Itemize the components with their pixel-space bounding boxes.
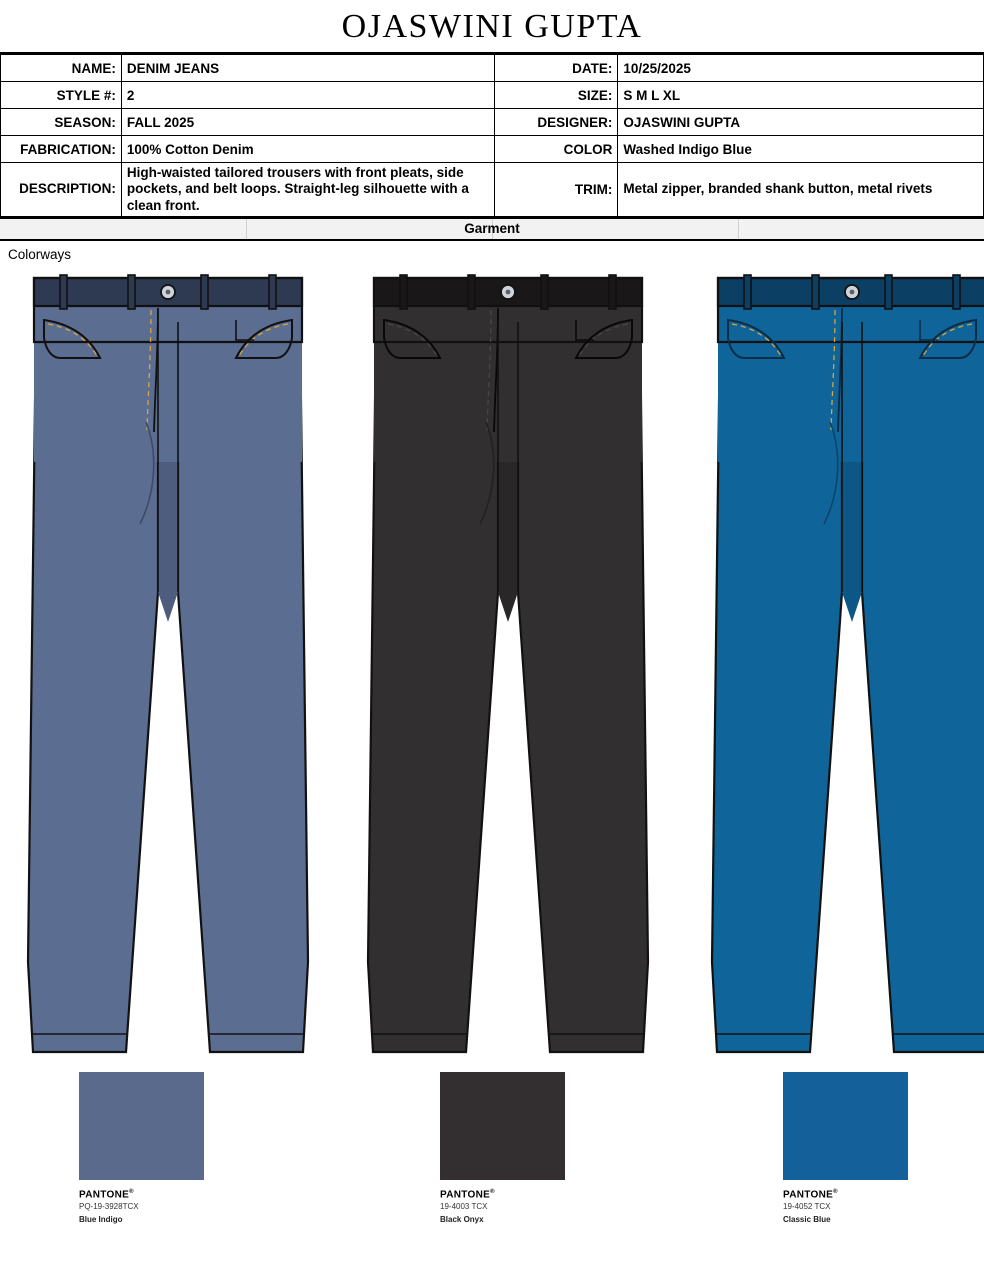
flats-container xyxy=(0,262,984,1072)
spec-value-description: High-waisted tailored trousers with front pleats, side pockets, and belt loops. Straight-leg silhouette with a clean front. xyxy=(121,163,494,217)
page-title: OJASWINI GUPTA xyxy=(341,8,643,45)
pantone-chips xyxy=(0,1072,984,1242)
spec-label-date: DATE: xyxy=(494,55,618,82)
garment-flat-blue-indigo xyxy=(8,262,328,1062)
pantone-color-name: Black Onyx xyxy=(440,1214,484,1224)
pantone-code: 19-4003 TCX xyxy=(440,1201,488,1211)
spec-label-name: NAME: xyxy=(1,55,122,82)
table-row xyxy=(1,163,984,217)
table-row xyxy=(1,55,984,82)
spec-label-description: DESCRIPTION: xyxy=(1,163,122,217)
colorways-label: Colorways xyxy=(8,247,72,263)
pantone-chip-black-onyx xyxy=(440,1072,565,1223)
garment-band-label: Garment xyxy=(464,221,520,237)
color-swatch xyxy=(440,1072,565,1180)
pantone-chip-classic-blue xyxy=(783,1072,908,1223)
color-swatch xyxy=(79,1072,204,1180)
spec-value-season: FALL 2025 xyxy=(121,109,494,136)
spec-label-style: STYLE #: xyxy=(1,82,122,109)
pantone-code: PQ-19-3928TCX xyxy=(79,1201,139,1211)
garment-flat-black-onyx xyxy=(348,262,668,1062)
pantone-color-name: Classic Blue xyxy=(783,1214,831,1224)
spec-value-size: S M L XL xyxy=(618,82,984,109)
pantone-color-name: Blue Indigo xyxy=(79,1214,123,1224)
spec-table xyxy=(0,54,984,217)
pantone-brand: PANTONE® xyxy=(440,1189,495,1201)
spec-label-size: SIZE: xyxy=(494,82,618,109)
pantone-brand-text: PANTONE xyxy=(79,1189,130,1201)
spec-value-color: Washed Indigo Blue xyxy=(618,136,984,163)
spec-value-fabrication: 100% Cotton Denim xyxy=(121,136,494,163)
pantone-brand-text: PANTONE xyxy=(440,1189,491,1201)
spec-label-season: SEASON: xyxy=(1,109,122,136)
spec-label-fabrication: FABRICATION: xyxy=(1,136,122,163)
spec-value-date: 10/25/2025 xyxy=(618,55,984,82)
garment-flat-classic-blue xyxy=(692,262,984,1062)
spec-label-trim: TRIM: xyxy=(494,163,618,217)
color-swatch xyxy=(783,1072,908,1180)
table-row xyxy=(1,82,984,109)
pantone-brand: PANTONE® xyxy=(79,1189,134,1201)
spec-value-designer: OJASWINI GUPTA xyxy=(618,109,984,136)
table-row xyxy=(1,109,984,136)
spec-value-name: DENIM JEANS xyxy=(121,55,494,82)
pantone-brand: PANTONE® xyxy=(783,1189,838,1201)
spec-table-wrapper xyxy=(0,52,984,218)
spec-label-designer: DESIGNER: xyxy=(494,109,618,136)
spec-value-style: 2 xyxy=(121,82,494,109)
table-row xyxy=(1,136,984,163)
pantone-chip-blue-indigo xyxy=(79,1072,204,1223)
pantone-brand-text: PANTONE xyxy=(783,1189,834,1201)
pantone-code: 19-4052 TCX xyxy=(783,1201,831,1211)
spec-label-color: COLOR xyxy=(494,136,618,163)
garment-section-band xyxy=(0,218,984,241)
spec-value-trim: Metal zipper, branded shank button, metal rivets xyxy=(618,163,984,217)
